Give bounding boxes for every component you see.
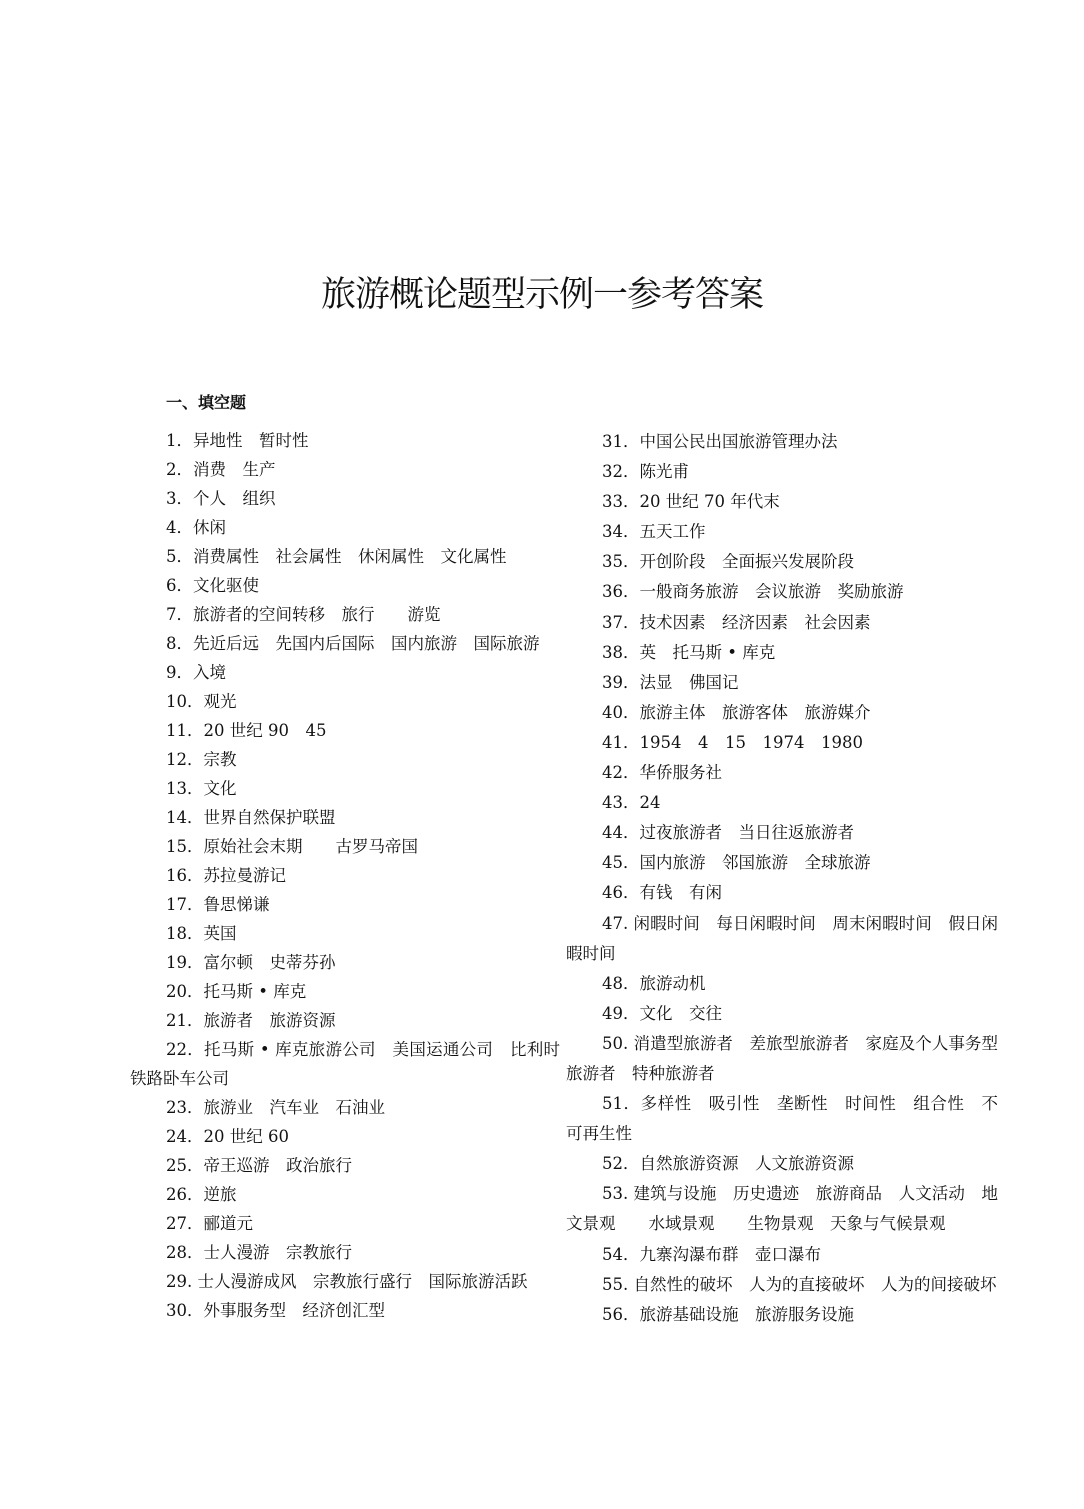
answer-item: 44．过夜旅游者 当日往返旅游者 <box>602 823 854 843</box>
answer-item: 9．入境 <box>166 663 226 682</box>
answer-item: 40．旅游主体 旅游客体 旅游媒介 <box>602 702 871 722</box>
answer-column-left <box>130 426 560 1325</box>
answer-item: 41．1954 4 15 1974 1980 <box>602 732 863 752</box>
answer-item: 4．休闲 <box>166 518 226 537</box>
answer-item: 1．异地性 暂时性 <box>166 431 309 450</box>
answer-item: 52．自然旅游资源 人文旅游资源 <box>602 1154 854 1174</box>
answer-item: 3．个人 组织 <box>166 489 276 508</box>
answer-item: 5．消费属性 社会属性 休闲属性 文化属性 <box>166 547 507 566</box>
answer-item: 45．国内旅游 邻国旅游 全球旅游 <box>602 853 871 873</box>
answer-item: 47. 闲暇时间 每日闲暇时间 周末闲暇时间 假日闲暇时间 <box>566 913 998 963</box>
answer-item: 14．世界自然保护联盟 <box>166 808 336 827</box>
answer-item: 34．五天工作 <box>602 522 706 542</box>
answer-item: 27．郦道元 <box>166 1214 253 1233</box>
answer-item: 54．九寨沟瀑布群 壶口瀑布 <box>602 1244 821 1264</box>
answer-item: 6．文化驱使 <box>166 576 259 595</box>
answer-item: 13．文化 <box>166 779 237 798</box>
answer-item: 15．原始社会末期 古罗马帝国 <box>166 837 418 856</box>
answer-item: 37．技术因素 经济因素 社会因素 <box>602 612 871 632</box>
answer-item: 7．旅游者的空间转移 旅行 游览 <box>166 605 441 624</box>
answer-item: 25．帝王巡游 政治旅行 <box>166 1156 352 1175</box>
answer-item: 24．20 世纪 60 <box>166 1127 289 1146</box>
answer-item: 48．旅游动机 <box>602 973 706 993</box>
answer-item: 49．文化 交往 <box>602 1003 722 1023</box>
answer-item: 50. 消遣型旅游者 差旅型旅游者 家庭及个人事务型旅游者 特种旅游者 <box>566 1033 998 1083</box>
answer-item: 53. 建筑与设施 历史遗迹 旅游商品 人文活动 地文景观 水域景观 生物景观 天象与气候景观 <box>566 1184 998 1234</box>
answer-item: 51．多样性 吸引性 垄断性 时间性 组合性 不可再生性 <box>566 1094 998 1144</box>
answer-item: 28．士人漫游 宗教旅行 <box>166 1243 352 1262</box>
answer-item: 36．一般商务旅游 会议旅游 奖励旅游 <box>602 582 904 602</box>
answer-item: 10．观光 <box>166 692 237 711</box>
answer-item: 42．华侨服务社 <box>602 763 722 783</box>
answer-item: 43．24 <box>602 793 661 813</box>
answer-item: 55. 自然性的破坏 人为的直接破坏 人为的间接破坏 <box>602 1274 997 1294</box>
answer-column-right <box>566 427 998 1330</box>
answer-item: 2．消费 生产 <box>166 460 276 479</box>
answer-item: 26．逆旅 <box>166 1185 237 1204</box>
answer-item: 16．苏拉曼游记 <box>166 866 286 885</box>
answer-item: 23．旅游业 汽车业 石油业 <box>166 1098 385 1117</box>
answer-item: 12．宗教 <box>166 750 237 769</box>
answer-item: 38．英 托马斯 • 库克 <box>602 642 776 662</box>
answer-item: 22．托马斯 • 库克旅游公司 美国运通公司 比利时铁路卧车公司 <box>130 1040 560 1088</box>
answer-item: 30．外事服务型 经济创汇型 <box>166 1301 385 1320</box>
answer-item: 39．法显 佛国记 <box>602 672 739 692</box>
page-title: 旅游概论题型示例一参考答案 <box>320 275 763 315</box>
answer-item: 11．20 世纪 90 45 <box>166 721 327 740</box>
answer-item: 17．鲁思悌谦 <box>166 895 270 914</box>
answer-item: 32．陈光甫 <box>602 462 689 482</box>
answer-item: 19．富尔顿 史蒂芬孙 <box>166 953 336 972</box>
answer-item: 35．开创阶段 全面振兴发展阶段 <box>602 552 854 572</box>
answer-item: 21．旅游者 旅游资源 <box>166 1011 336 1030</box>
answer-item: 29. 士人漫游成风 宗教旅行盛行 国际旅游活跃 <box>166 1272 528 1291</box>
answer-item: 18．英国 <box>166 924 237 943</box>
answer-item: 20．托马斯 • 库克 <box>166 982 307 1001</box>
section-heading: 一、填空题 <box>166 393 247 412</box>
answer-item: 46．有钱 有闲 <box>602 883 722 903</box>
answer-item: 33．20 世纪 70 年代末 <box>602 492 780 512</box>
answer-item: 31．中国公民出国旅游管理办法 <box>602 432 838 451</box>
answer-item: 56．旅游基础设施 旅游服务设施 <box>602 1304 854 1324</box>
answer-item: 8．先近后远 先国内后国际 国内旅游 国际旅游 <box>166 634 540 653</box>
